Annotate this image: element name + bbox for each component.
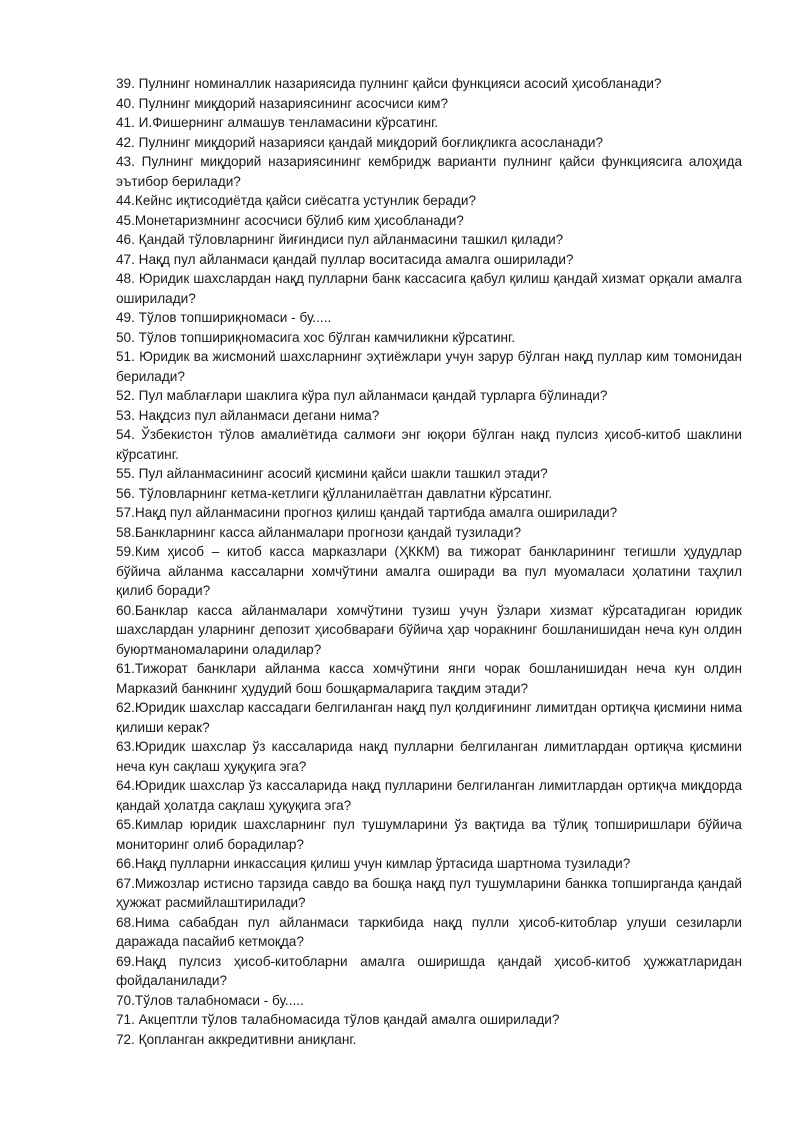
- question-item: 57.Нақд пул айланмасини прогноз қилиш қандай тартибда амалга оширилади?: [116, 505, 618, 520]
- question-item: 47. Нақд пул айланмаси қандай пуллар воситасида амалга оширилади?: [116, 251, 574, 267]
- question-item: 53. Нақдсиз пул айланмаси дегани нима?: [116, 407, 380, 423]
- question-item: 66.Нақд пулларни инкассация қилиш учун кимлар ўртасида шартнома тузилади?: [116, 856, 631, 871]
- question-item: 59.Ким ҳисоб – китоб касса марказлари (ҲККМ) ва тижорат банкларининг тегишли ҳудудлар бўйича айланма кассаларни хомчўтини амалга оширади ва пул муомаласи ҳолатини таҳлил қилиб боради?: [116, 544, 742, 598]
- question-item: 51. Юридик ва жисмоний шахсларнинг эҳтиёжлари учун зарур бўлган нақд пуллар ким томонидан берилади?: [116, 349, 742, 384]
- question-item: 56. Тўловларнинг кетма-кетлиги қўлланилаётган давлатни кўрсатинг.: [116, 485, 553, 501]
- question-item: 52. Пул маблағлари шаклига кўра пул айланмаси қандай турларга бўлинади?: [116, 388, 608, 403]
- question-list: [116, 74, 742, 1049]
- question-item: 61.Тижорат банклари айланма касса хомчўтини янги чорак бошланишидан неча кун олдин Марказий банкнинг ҳудудий бош бошқармаларига тақдим этади?: [116, 661, 742, 696]
- question-item: 68.Нима сабабдан пул айланмаси таркибида нақд пулли ҳисоб-китоблар улуши сезиларли даражада пасайиб кетмоқда?: [116, 914, 742, 949]
- question-item: 50. Тўлов топшириқномасига хос бўлган камчиликни кўрсатинг.: [116, 329, 516, 345]
- question-item: 45.Монетаризмнинг асосчиси бўлиб ким ҳисобланади?: [116, 212, 464, 228]
- question-item: 72. Қопланган аккредитивни аниқланг.: [116, 1031, 357, 1047]
- question-item: 71. Акцептли тўлов талабномасида тўлов қандай амалга оширилади?: [116, 1012, 560, 1027]
- question-item: 40. Пулнинг миқдорий назариясининг асосчиси ким?: [116, 95, 449, 111]
- question-item: 48. Юридик шахслардан нақд пулларни банк кассасига қабул қилиш қандай хизмат орқали амалга оширилади?: [116, 271, 742, 306]
- question-item: 55. Пул айланмасининг асосий қисмини қайси шакли ташкил этади?: [116, 466, 548, 481]
- question-item: 62.Юридик шахслар кассадаги белгиланган нақд пул қолдиғининг лимитдан ортиқча қисмини нима қилиши керак?: [116, 700, 742, 735]
- question-item: 60.Банклар касса айланмалари хомчўтини тузиш учун ўзлари хизмат кўрсатадиган юридик шахслардан уларнинг депозит ҳисобварағи бўйича ҳар чоракнинг бошланишидан неча кун олдин буюртманомаларини оладилар?: [116, 602, 742, 657]
- question-item: 39. Пулнинг номиналлик назариясида пулнинг қайси функцияси асосий ҳисобланади?: [116, 76, 662, 91]
- question-item: 49. Тўлов топшириқномаси - бу.....: [116, 310, 332, 325]
- question-item: 67.Мижозлар истисно тарзида савдо ва бошқа нақд пул тушумларини банкка топширганда қандай ҳужжат расмийлаштирилади?: [116, 875, 742, 910]
- question-item: 41. И.Фишернинг алмашув тенламасини кўрсатинг.: [116, 115, 439, 130]
- question-item: 69.Нақд пулсиз ҳисоб-китобларни амалга оширишда қандай ҳисоб-китоб ҳужжатларидан фойдаланилади?: [116, 953, 742, 988]
- question-item: 46. Қандай тўловларнинг йиғиндиси пул айланмасини ташкил қилади?: [116, 232, 564, 247]
- question-item: 58.Банкларнинг касса айланмалари прогнози қандай тузилади?: [116, 524, 522, 540]
- question-item: 44.Кейнс иқтисодиётда қайси сиёсатга устунлик беради?: [116, 193, 477, 208]
- question-item: 64.Юридик шахслар ўз кассаларида нақд пулларини белгиланган лимитлардан ортиқча миқдорда қандай ҳолатда сақлаш ҳуқуқига эга?: [116, 778, 742, 813]
- question-item: 63.Юридик шахслар ўз кассаларида нақд пулларни белгиланган лимитлардан ортиқча қисмини неча кун сақлаш ҳуқуқига эга?: [116, 739, 742, 774]
- question-item: 42. Пулнинг миқдорий назарияси қандай миқдорий боғлиқликга асосланади?: [116, 134, 604, 150]
- question-item: 54. Ўзбекистон тўлов амалиётида салмоғи энг юқори бўлган нақд пулсиз ҳисоб-китоб шаклини кўрсатинг.: [116, 427, 742, 462]
- question-item: 70.Тўлов талабномаси - бу.....: [116, 992, 304, 1008]
- question-item: 43. Пулнинг миқдорий назариясининг кембридж варианти пулнинг қайси функциясига алоҳида эътибор берилади?: [116, 154, 742, 189]
- question-item: 65.Кимлар юридик шахсларнинг пул тушумларини ўз вақтида ва тўлиқ топширишлари бўйича мониторинг олиб борадилар?: [116, 817, 742, 852]
